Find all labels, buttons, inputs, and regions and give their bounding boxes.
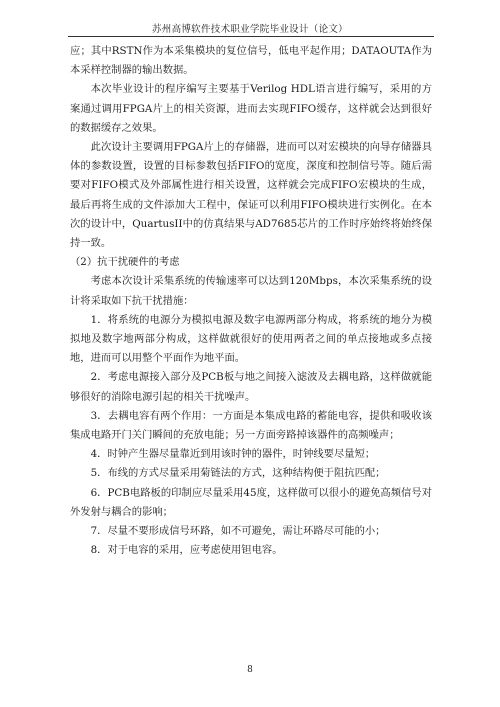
paragraph: 本次毕业设计的程序编写主要基于Verilog HDL语言进行编写，采用的方案通过调用FPGA片上的相关资源，进而去实现FIFO缓存，这样就会达到很好的数据缓存之效果。 [70, 83, 432, 134]
paragraph: 应；其中RSTN作为本采集模块的复位信号，低电平起作用；DATAOUTA作为本采样控制器的输出数据。 [70, 45, 432, 77]
page-number: 8 [247, 665, 253, 675]
list-item: 4．时钟产生器尽量靠近到用该时钟的器件，时钟线要尽量短； [90, 448, 376, 461]
paragraph: 此次设计主要调用FPGA片上的存储器，进而可以对宏模块的向导存储器具体的参数设置，设置的目标参数包括FIFO的宽度，深度和控制信号等。随后需要对FIFO模式及外部属性进行相关设置，这样就会完成FIFO宏模块的生成，最后再将生成的文件添加大工程中，保证可以利用FIFO模块进行实例化。在本次的设计中，QuartusII中的仿真结果与AD7685芯片的工作时序始终将始终保持一致。 [70, 141, 432, 250]
header-divider [68, 36, 434, 37]
section-heading: （2）抗干扰硬件的考虑 [70, 256, 180, 269]
document-body [70, 42, 432, 560]
page-header: 苏州高博软件技术职业学院毕业设计（论文） [151, 24, 348, 35]
list-item: 1．将系统的电源分为模拟电源及数字电源两部分构成，将系统的地分为模拟地及数字地两部分构成，这样做就很好的使用两者之间的单点接地或多点接地，进而可以用整个平面作为地平面。 [70, 313, 432, 365]
list-item: 7．尽量不要形成信号环路，如不可避免，需让环路尽可能的小； [90, 525, 386, 538]
list-item: 5．布线的方式尽量采用菊链法的方式，这种结构便于阻抗匹配； [90, 467, 386, 480]
list-item: 6．PCB电路板的印制应尽量采用45度，这样做可以很小的避免高频信号对外发射与耦合的影响； [70, 486, 432, 518]
paragraph: 考虑本次设计采集系统的传输速率可以达到120Mbps，本次采集系统的设计将采取如下抗干扰措施： [70, 275, 432, 307]
list-item: 8．对于电容的采用，应考虑使用钽电容。 [90, 544, 283, 557]
list-item: 3．去耦电容有两个作用：一方面是本集成电路的蓄能电容，提供和吸收该集成电路开门关门瞬间的充放电能；另一方面旁路掉该器件的高频噪声； [70, 409, 432, 442]
list-item: 2．考虑电源接入部分及PCB板与地之间接入滤波及去耦电路，这样做就能够很好的消除电源引起的相关干扰噪声。 [70, 371, 432, 403]
